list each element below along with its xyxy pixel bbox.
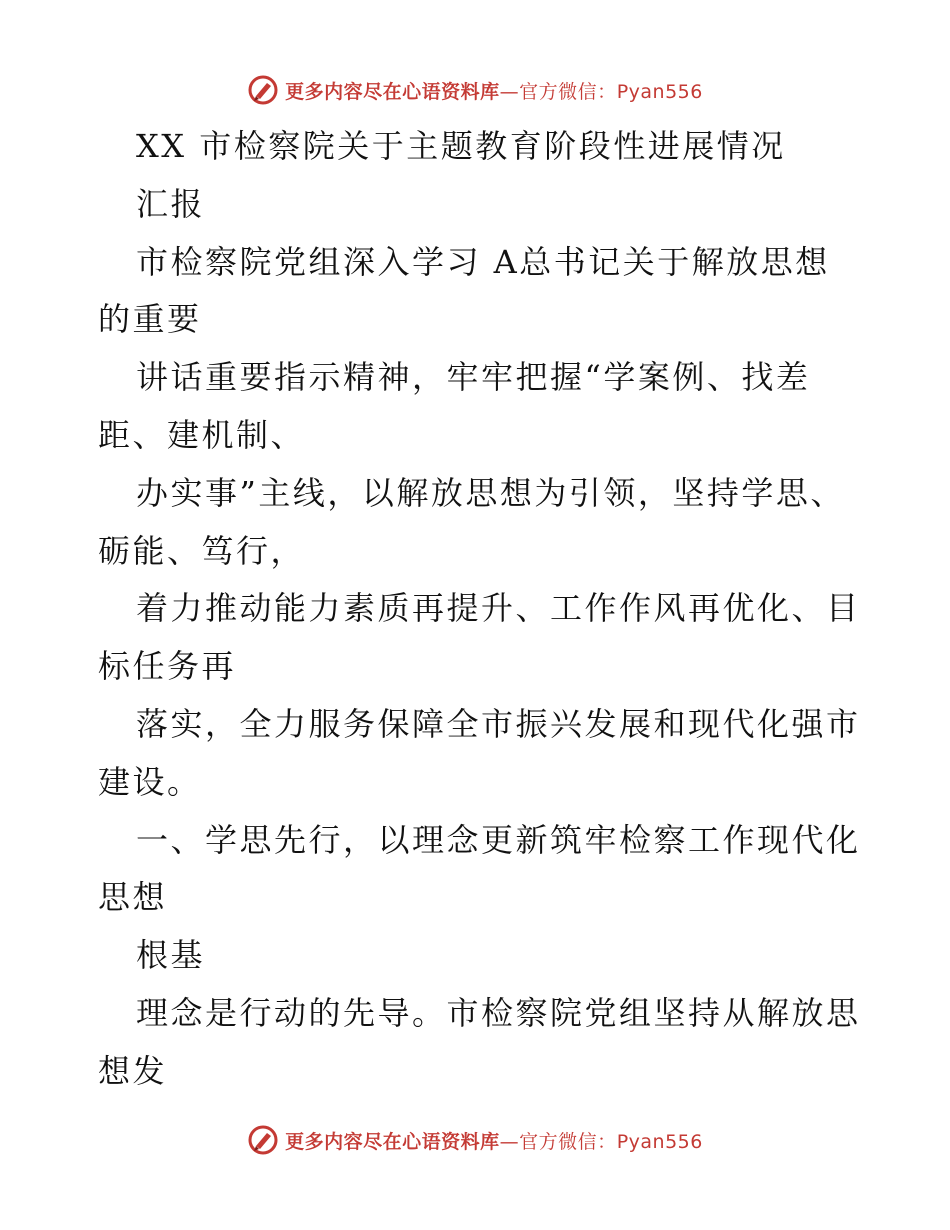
header-watermark [0, 72, 950, 108]
paragraph-line: 落实，全力服务保障全市振兴发展和现代化强市 [136, 704, 861, 743]
document-body [98, 118, 861, 1101]
paragraph-line: 着力推动能力素质再提升、工作作风再优化、目 [136, 589, 861, 628]
paragraph-line: 讲话重要指示精神，牢牢把握“学案例、找差 [136, 358, 811, 397]
paragraph-line: 距、建机制、 [98, 415, 306, 454]
doc-title-line-2: 汇报 [136, 184, 206, 223]
paragraph-line: 的重要 [98, 300, 202, 339]
paragraph-line: 理念是行动的先导。市检察院党组坚持从解放思 [136, 993, 861, 1032]
paragraph-line: 砺能、笃行， [98, 531, 306, 570]
watermark-text: 更多内容尽在心语资料库—官方微信：Pyan556 [285, 80, 703, 103]
paragraph-line: 建设。 [98, 762, 202, 801]
pen-logo-icon [247, 1124, 279, 1156]
footer-watermark [0, 1122, 950, 1158]
pen-logo-icon [247, 74, 279, 106]
section-heading-line: 一、学思先行，以理念更新筑牢检察工作现代化 [136, 820, 861, 859]
paragraph-line: 市检察院党组深入学习 A总书记关于解放思想 [136, 242, 830, 281]
paragraph-line: 想发 [98, 1051, 168, 1090]
paragraph-line: 办实事”主线，以解放思想为引领，坚持学思、 [136, 473, 845, 512]
section-heading-line: 根基 [136, 936, 206, 975]
paragraph-line: 标任务再 [98, 647, 237, 686]
watermark-text: 更多内容尽在心语资料库—官方微信：Pyan556 [285, 1130, 703, 1153]
doc-title-line-1: XX 市检察院关于主题教育阶段性进展情况 [136, 127, 786, 165]
section-heading-line: 思想 [98, 878, 168, 917]
